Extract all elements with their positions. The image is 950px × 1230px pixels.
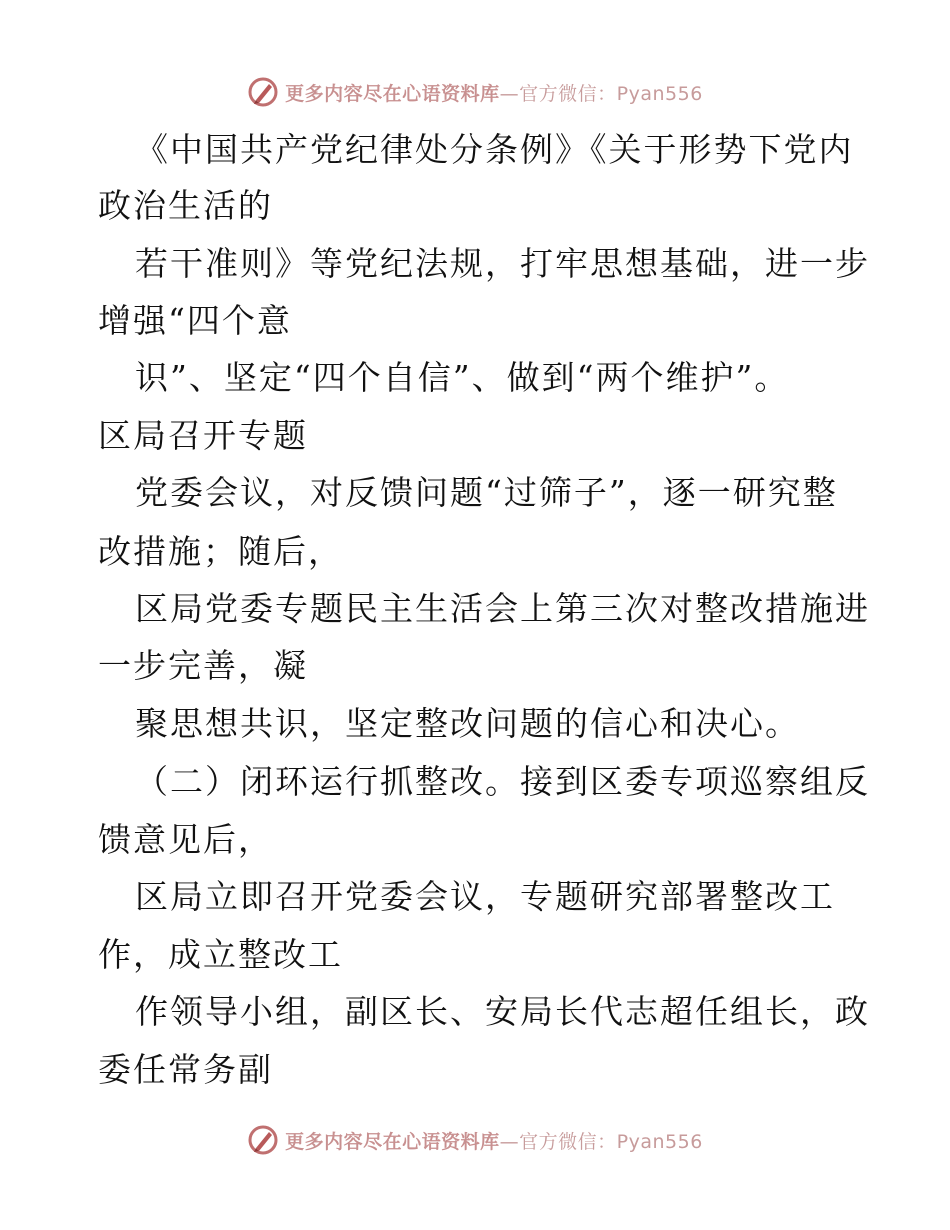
body-line: 区局立即召开党委会议，专题研究部署整改工: [135, 877, 835, 916]
body-line: 改措施；随后，: [98, 532, 343, 571]
body-line: 若干准则》等党纪法规，打牢思想基础，进一步: [135, 244, 870, 283]
body-line: 区局召开专题: [98, 416, 308, 455]
body-line: 识”、坚定“四个自信”、做到“两个维护”。: [135, 358, 790, 397]
watermark-text: 更多内容尽在心语资料库—官方微信：Pyan556: [285, 82, 703, 105]
body-line: 党委会议，对反馈问题“过筛子”，逐一研究整: [135, 473, 838, 512]
header-watermark: [0, 72, 950, 112]
body-line: 聚思想共识，坚定整改问题的信心和决心。: [135, 704, 800, 743]
body-line: 作，成立整改工: [98, 935, 343, 974]
body-line: 政治生活的: [98, 186, 273, 225]
body-line: 馈意见后，: [98, 820, 273, 859]
body-line: 增强“四个意: [98, 301, 292, 340]
watermark-text: 更多内容尽在心语资料库—官方微信：Pyan556: [285, 1130, 703, 1153]
body-line: 作领导小组，副区长、安局长代志超任组长，政: [135, 992, 870, 1031]
pen-logo-icon: [247, 76, 279, 108]
body-line: （二）闭环运行抓整改。接到区委专项巡察组反: [135, 762, 870, 801]
pen-logo-icon: [247, 1124, 279, 1156]
body-line: 一步完善，凝: [98, 646, 308, 685]
body-line: 《中国共产党纪律处分条例》《关于形势下党内: [135, 130, 854, 169]
footer-watermark: [0, 1120, 950, 1160]
body-line: 区局党委专题民主生活会上第三次对整改措施进: [135, 589, 870, 628]
body-line: 委任常务副: [98, 1050, 273, 1089]
